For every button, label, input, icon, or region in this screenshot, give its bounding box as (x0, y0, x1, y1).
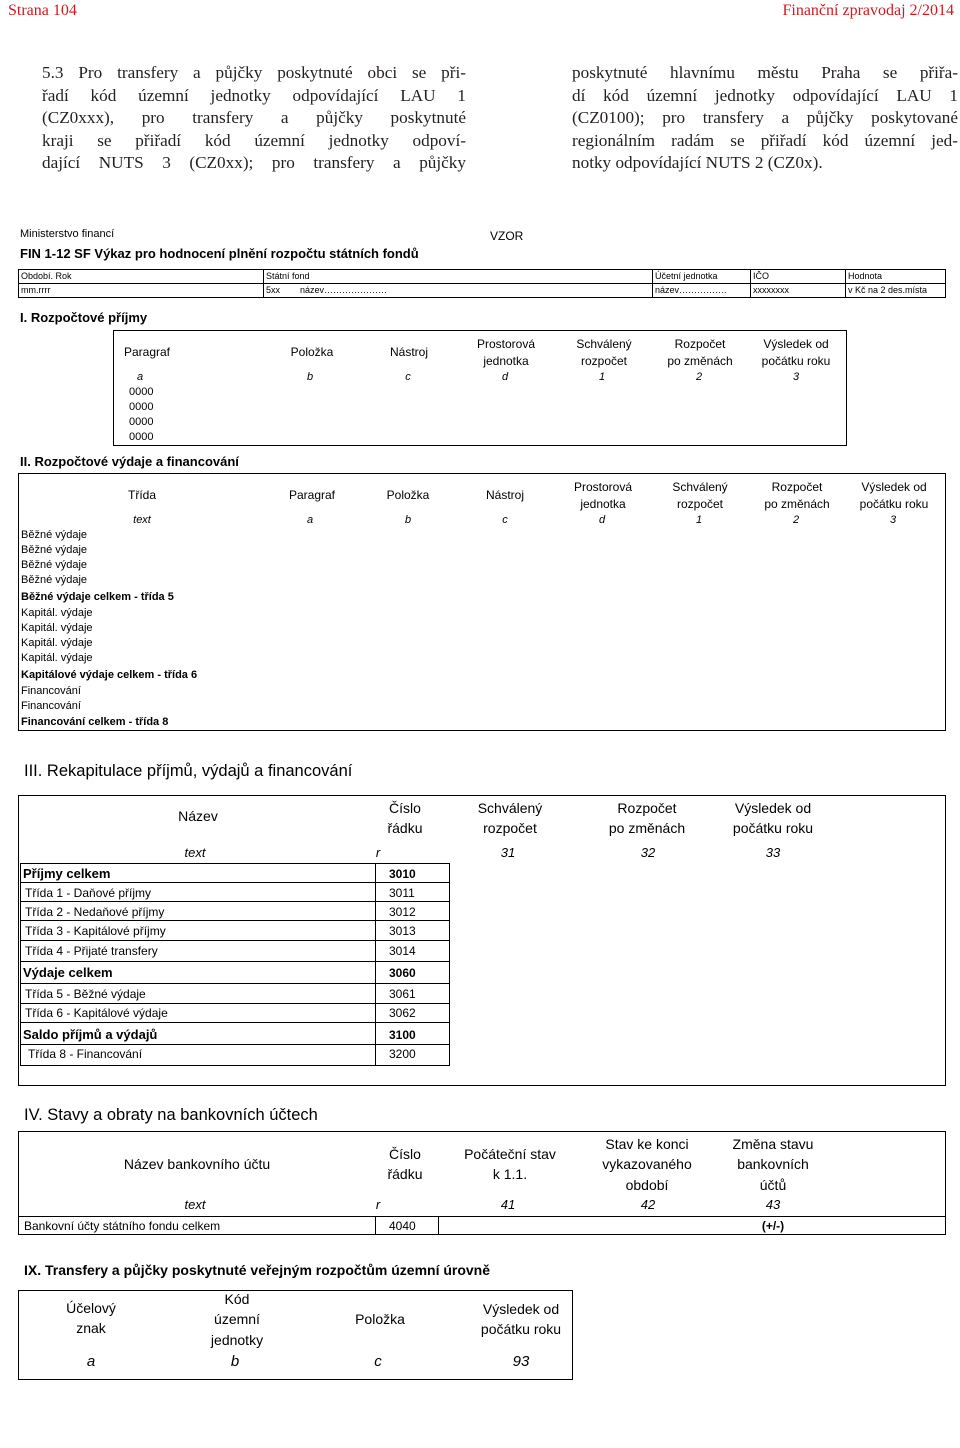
recap-label: Třída 4 - Přijaté transfery (25, 944, 158, 958)
column-header: Rozpočet po změnách (764, 480, 830, 512)
divider (20, 961, 450, 962)
ico-label: IČO (753, 271, 770, 281)
column-header: Změna stavu bankovních účtů (732, 1136, 814, 1193)
divider (263, 269, 264, 298)
recap-code: 3012 (389, 905, 416, 919)
code-cell: 32 (640, 845, 656, 860)
code-cell: 2 (695, 371, 703, 383)
section-3-title: III. Rekapitulace příjmů, výdajů a financování (24, 762, 353, 780)
table-row: Kapitál. výdaje (21, 622, 93, 634)
code-cell: text (184, 1197, 206, 1212)
ico-value: xxxxxxxx (753, 285, 789, 295)
divider (20, 1022, 450, 1023)
hodnota-value: v Kč na 2 des.místa (848, 285, 928, 295)
recap-code: 3060 (389, 966, 416, 980)
form-title: FIN 1-12 SF Výkaz pro hodnocení plnění rozpočtu státních fondů (20, 246, 419, 261)
divider (20, 901, 450, 902)
section-9-title: IX. Transfery a půjčky poskytnuté veřejným rozpočtům územní úrovně (24, 1262, 491, 1278)
table-row: Kapitál. výdaje (21, 607, 93, 619)
intro-line: 5.3 Pro transfery a půjčky poskytnuté obci se při- (42, 63, 466, 82)
intro-line: (CZ0xxx), pro transfery a půjčky poskytnuté (42, 108, 466, 127)
recap-code: 3010 (389, 867, 416, 881)
page-number: Strana 104 (8, 2, 77, 19)
ucetni-label: Účetní jednotka (655, 271, 718, 281)
column-header: Položka (290, 345, 334, 359)
obdobi-value: mm.rrrr (21, 285, 51, 295)
code-cell: text (133, 514, 151, 526)
table-row: 0000 (129, 386, 154, 398)
column-header: Prostorová jednotka (476, 337, 536, 369)
divider (20, 1044, 450, 1045)
intro-line: regionálním radám se přiřadí kód územní jed- (572, 130, 958, 150)
intro-line: (CZ0100); pro transfery a půjčky poskytované (572, 108, 958, 127)
vzor-label: VZOR (490, 229, 524, 243)
column-header: Rozpočet po změnách (608, 800, 686, 837)
column-header: Schválený rozpočet (477, 800, 543, 837)
code-cell: 3 (889, 514, 897, 526)
divider (20, 940, 450, 941)
code-cell: a (86, 1353, 96, 1370)
code-cell: a (136, 371, 144, 383)
code-cell: 33 (765, 845, 781, 860)
recap-code: 3014 (389, 944, 416, 958)
column-header: Položka (386, 488, 430, 502)
divider (20, 882, 450, 883)
divider (375, 1216, 376, 1235)
code-cell: d (501, 371, 509, 383)
code-cell: 2 (792, 514, 800, 526)
code-cell: r (375, 845, 381, 860)
column-header: Název bankovního účtu (123, 1156, 271, 1172)
code-cell: 1 (695, 514, 703, 526)
recap-label: Saldo příjmů a výdajů (23, 1027, 158, 1042)
intro-line: řadí kód územní jednotky odpovídající LAU 1 (42, 85, 466, 105)
table-row: Běžné výdaje (21, 544, 88, 556)
table-row: Běžné výdaje (21, 529, 88, 541)
divider (20, 1003, 450, 1004)
column-header: Stav ke konci vykazovaného období (602, 1136, 692, 1193)
column-header: Schválený rozpočet (576, 337, 632, 369)
recap-code: 3100 (389, 1028, 416, 1042)
intro-line: notky odpovídající NUTS 2 (CZ0x). (572, 153, 823, 172)
divider (18, 1216, 946, 1217)
fond-code: 5xx (266, 285, 281, 295)
column-header: Výsledek od počátku roku (761, 337, 831, 369)
table-row-total: Kapitálové výdaje celkem - třída 6 (21, 669, 198, 681)
column-header: Prostorová jednotka (573, 480, 633, 512)
code-cell: 43 (765, 1197, 781, 1212)
column-header: Výsledek od počátku roku (732, 800, 814, 837)
divider (750, 269, 751, 298)
table-row: Běžné výdaje (21, 559, 88, 571)
code-cell: 93 (512, 1353, 530, 1370)
ministry-label: Ministerstvo financí (20, 228, 115, 240)
table-row: Financování (21, 700, 81, 712)
divider (438, 1216, 439, 1235)
fond-name: název………………… (300, 285, 388, 295)
intro-line: poskytnuté hlavnímu městu Praha se přiřa- (572, 63, 958, 82)
journal-name: Finanční zpravodaj 2/2014 (782, 2, 954, 19)
recap-label: Třída 5 - Běžné výdaje (25, 987, 146, 1001)
column-header: Účelový znak (66, 1300, 116, 1337)
divider (18, 283, 946, 284)
column-header: Název (178, 808, 218, 824)
column-header: Položka (355, 1311, 405, 1327)
code-cell: c (502, 514, 508, 526)
section-1-title: I. Rozpočtové příjmy (20, 310, 148, 325)
fond-label: Státní fond (266, 271, 310, 281)
code-cell: 42 (640, 1197, 656, 1212)
column-header: Nástroj (389, 345, 429, 359)
recap-label: Třída 6 - Kapitálové výdaje (25, 1006, 168, 1020)
column-header: Třída (127, 488, 157, 502)
code-cell: 1 (598, 371, 606, 383)
divider (652, 269, 653, 298)
code-cell: d (598, 514, 606, 526)
code-cell: c (374, 1353, 382, 1370)
bank-row-label: Bankovní účty státního fondu celkem (24, 1219, 221, 1233)
code-cell: c (405, 371, 411, 383)
recap-code: 3061 (389, 987, 416, 1001)
table-row: Kapitál. výdaje (21, 652, 93, 664)
bank-row-note: (+/-) (761, 1219, 785, 1233)
table-row: 0000 (129, 431, 154, 443)
column-header: Počáteční stav k 1.1. (464, 1146, 556, 1183)
section-2-title: II. Rozpočtové výdaje a financování (20, 454, 239, 469)
column-header: Schválený rozpočet (672, 480, 728, 512)
table-row-total: Běžné výdaje celkem - třída 5 (21, 591, 174, 603)
recap-label: Třída 3 - Kapitálové příjmy (25, 924, 166, 938)
code-cell: b (230, 1353, 240, 1370)
divider (845, 269, 846, 298)
code-cell: text (184, 845, 206, 860)
recap-code: 3011 (389, 886, 415, 900)
ucetni-value: název……………. (655, 285, 727, 295)
column-header: Nástroj (485, 488, 525, 502)
divider (375, 863, 376, 1066)
hodnota-label: Hodnota (848, 271, 883, 281)
bank-row-code: 4040 (389, 1219, 416, 1233)
column-header: Rozpočet po změnách (667, 337, 733, 369)
table-row: 0000 (129, 416, 154, 428)
recap-code: 3062 (389, 1006, 416, 1020)
code-cell: a (306, 514, 314, 526)
recap-label: Výdaje celkem (23, 965, 113, 980)
table-row: Běžné výdaje (21, 574, 88, 586)
code-cell: b (404, 514, 412, 526)
recap-code: 3200 (389, 1047, 416, 1061)
code-cell: b (306, 371, 314, 383)
column-header: Výsledek od počátku roku (480, 1301, 562, 1338)
intro-right-column (572, 62, 958, 175)
code-cell: 3 (792, 371, 800, 383)
code-cell: r (375, 1197, 381, 1212)
column-header: Kód územní jednotky (210, 1291, 264, 1348)
recap-label: Třída 1 - Daňové příjmy (25, 886, 152, 900)
divider (20, 983, 450, 984)
table-row-total: Financování celkem - třída 8 (21, 716, 169, 728)
recap-label: Třída 8 - Financování (28, 1047, 143, 1061)
recap-code: 3013 (389, 924, 416, 938)
divider (20, 920, 450, 921)
intro-line: kraji se přiřadí kód územní jednotky odpoví- (42, 130, 466, 150)
recap-label: Příjmy celkem (23, 866, 111, 881)
column-header: Číslo řádku (387, 1146, 423, 1183)
table-row: Financování (21, 685, 81, 697)
table-row: 0000 (129, 401, 154, 413)
section-4-title: IV. Stavy a obraty na bankovních účtech (24, 1106, 318, 1124)
column-header: Číslo řádku (387, 800, 423, 837)
recap-label: Třída 2 - Nedaňové příjmy (25, 905, 165, 919)
column-header: Paragraf (288, 488, 336, 502)
code-cell: 31 (500, 845, 516, 860)
column-header: Paragraf (123, 345, 171, 359)
table-row: Kapitál. výdaje (21, 637, 93, 649)
intro-left-column (42, 62, 466, 175)
intro-line: dající NUTS 3 (CZ0xx); pro transfery a půjčky (42, 153, 466, 172)
code-cell: 41 (500, 1197, 516, 1212)
column-header: Výsledek od počátku roku (859, 480, 929, 512)
obdobi-label: Období. Rok (21, 271, 72, 281)
intro-line: dí kód územní jednotky odpovídající LAU 1 (572, 85, 958, 105)
